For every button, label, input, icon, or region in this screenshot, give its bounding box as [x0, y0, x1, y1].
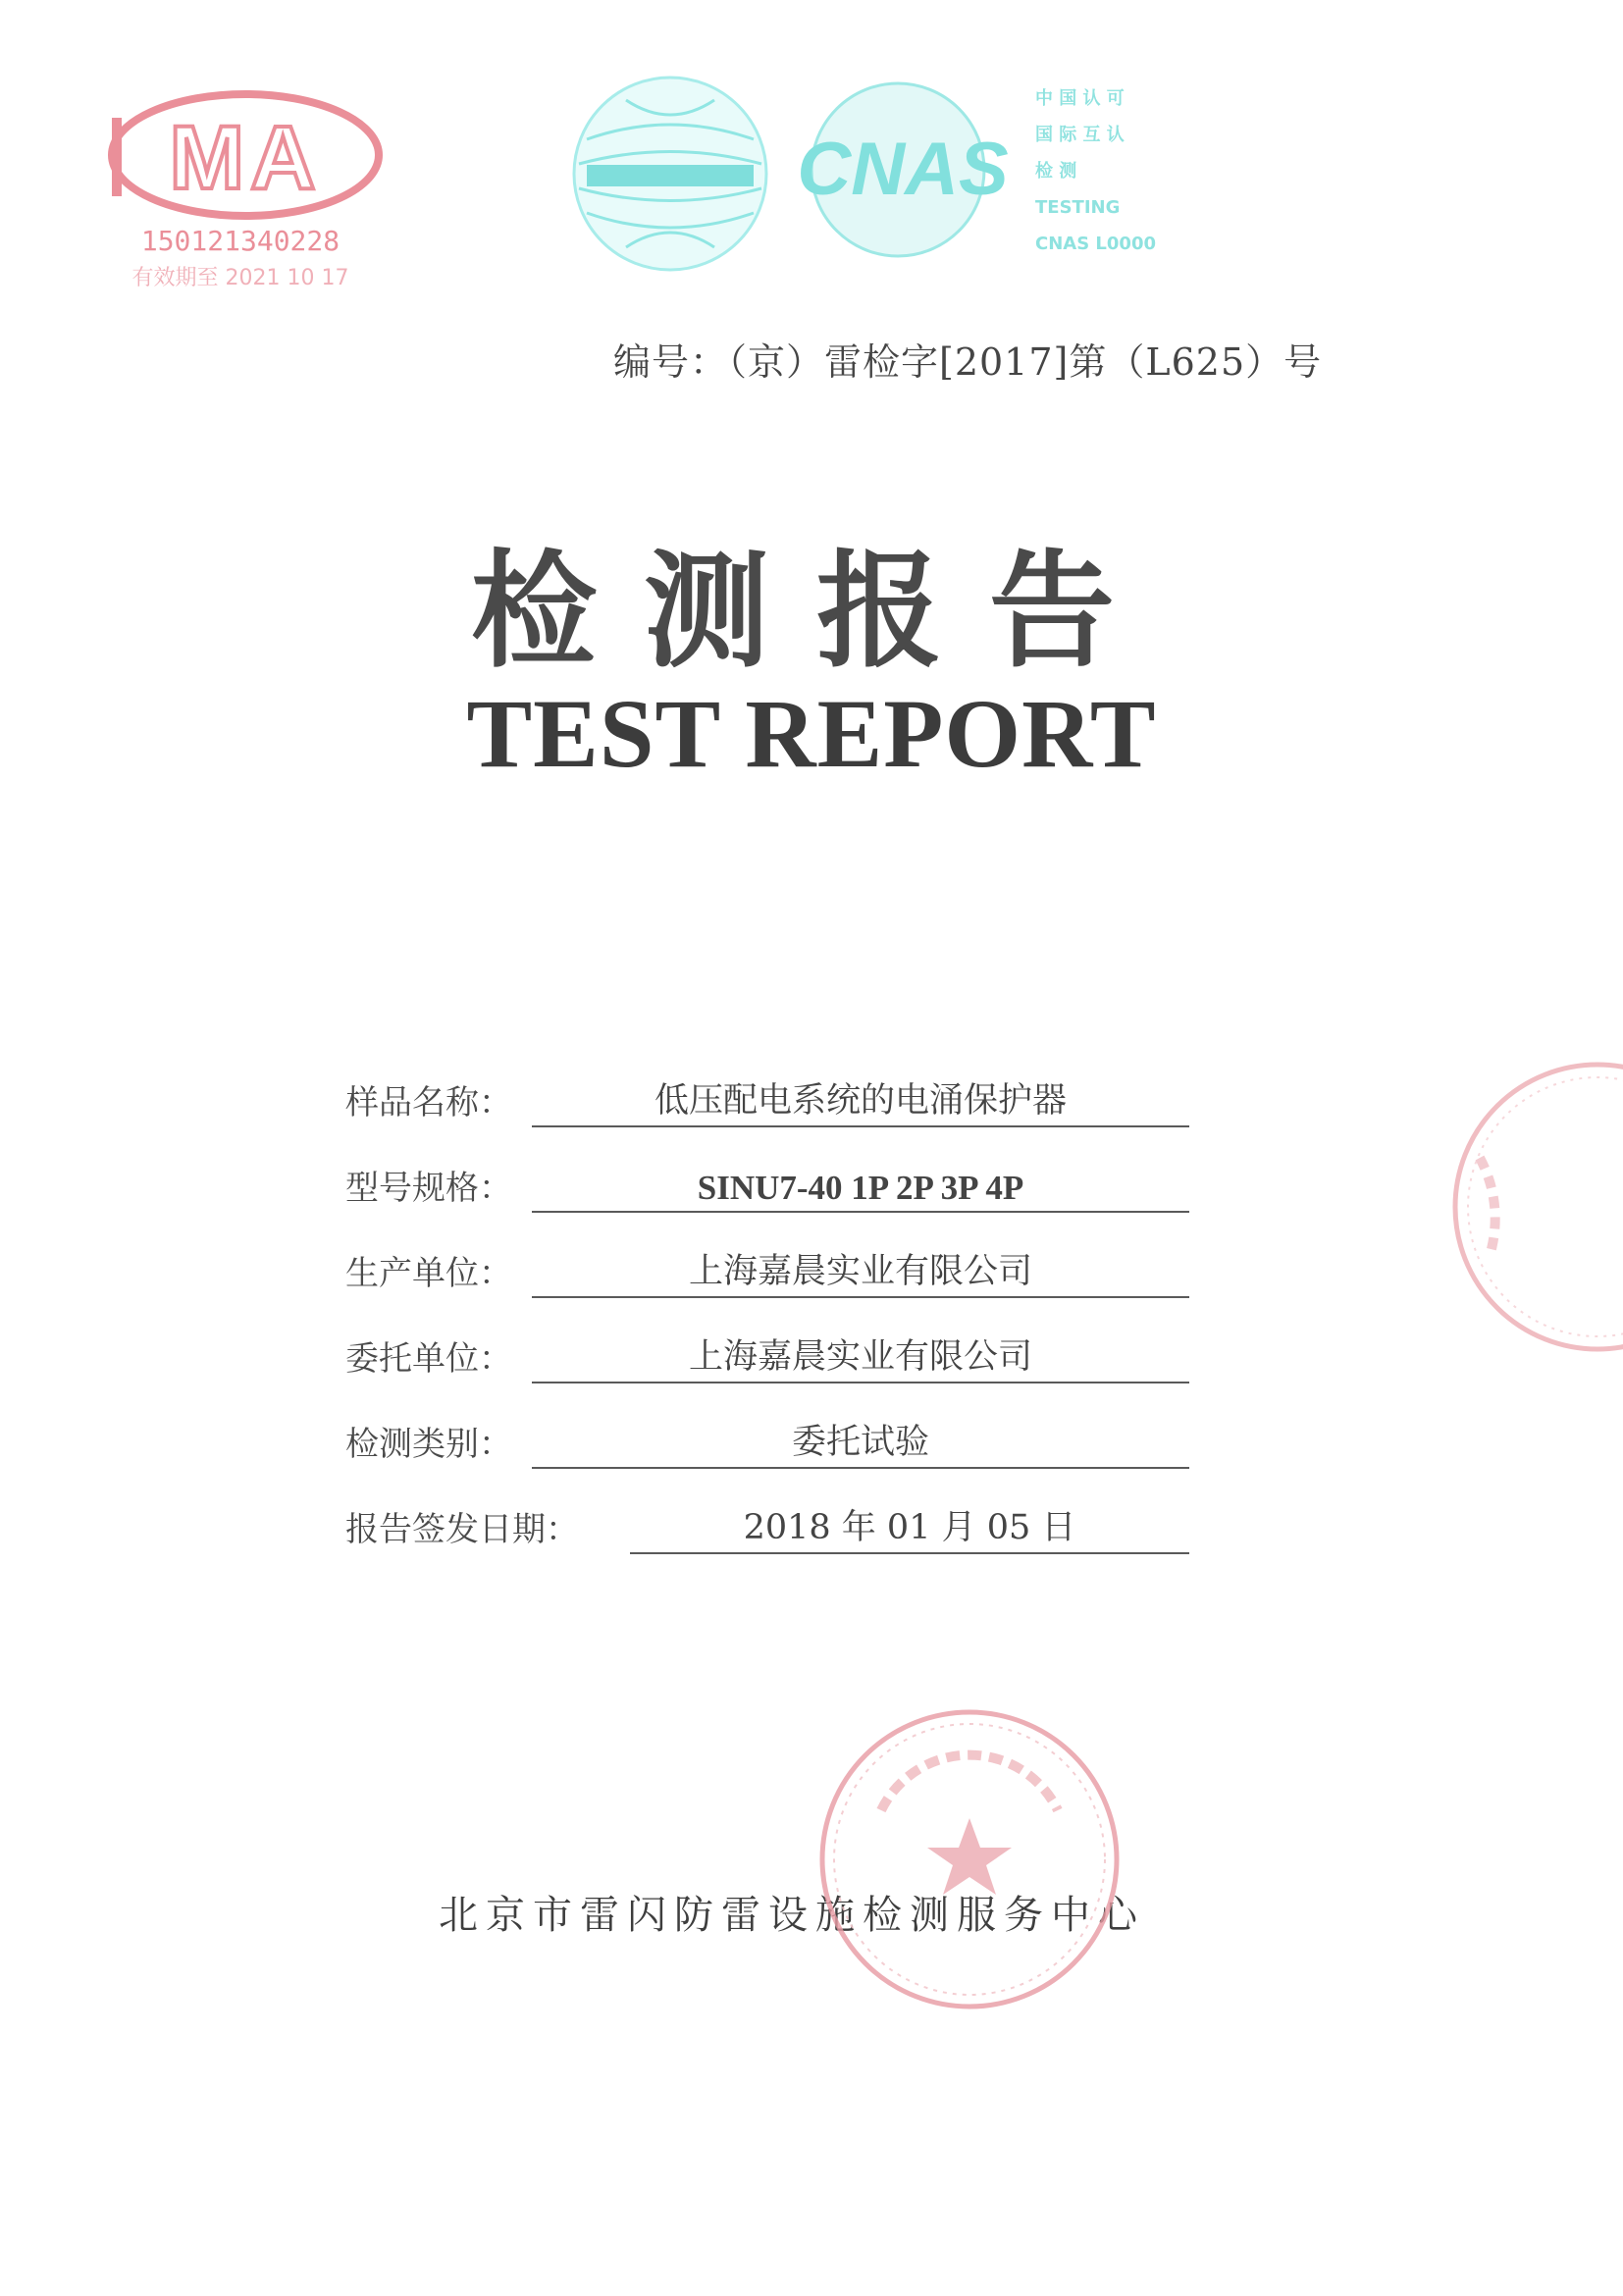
- field-value: 上海嘉晨实业有限公司: [532, 1244, 1189, 1298]
- side-seal: [1450, 1050, 1623, 1364]
- field-label: 委托单位：: [345, 1339, 512, 1379]
- cma-date-line: 有效期至 2021 10 17: [131, 266, 349, 290]
- field-value: SINU7-40 1P 2P 3P 4P: [532, 1169, 1189, 1213]
- cnas-side-line: 检 测: [1035, 161, 1077, 182]
- cnas-side-line: CNAS L0000: [1035, 234, 1157, 254]
- title-english: TEST REPORT: [466, 679, 1157, 788]
- cnas-logo: [765, 77, 1030, 263]
- cnas-side-line: TESTING: [1035, 197, 1121, 218]
- cma-number: 150121340228: [140, 225, 340, 257]
- cnas-letters: CNAS: [797, 128, 1009, 211]
- field-label: 生产单位：: [345, 1254, 512, 1293]
- field-issue-date: [345, 1487, 1189, 1572]
- field-value: 上海嘉晨实业有限公司: [532, 1330, 1189, 1383]
- field-sample-name: [345, 1060, 1189, 1145]
- title-chinese: 检测报告: [470, 538, 1162, 685]
- field-manufacturer: [345, 1230, 1189, 1316]
- field-value: 低压配电系统的电涌保护器: [532, 1073, 1189, 1127]
- field-value: 2018 年 01 月 05 日: [630, 1500, 1189, 1554]
- field-test-category: [345, 1401, 1189, 1487]
- official-seal: [812, 1702, 1126, 2016]
- cma-letters: MA: [169, 108, 322, 208]
- cma-logo: [98, 78, 383, 304]
- report-number: 编号：（京）雷检字[2017]第（L625）号: [613, 340, 1323, 384]
- field-client: [345, 1316, 1189, 1401]
- report-fields: [345, 1060, 1189, 1572]
- field-label: 样品名称：: [345, 1083, 512, 1122]
- cnas-side-text: [1035, 80, 1212, 262]
- issuing-organization: 北京市雷闪防雷设施检测服务中心: [439, 1893, 1145, 1938]
- ilac-globe-logo: [567, 71, 773, 277]
- cnas-side-line: 中 国 认 可: [1035, 88, 1125, 109]
- field-label: 报告签发日期：: [345, 1510, 579, 1549]
- field-label: 检测类别：: [345, 1425, 512, 1464]
- field-model-spec: [345, 1145, 1189, 1230]
- field-label: 型号规格：: [345, 1169, 512, 1208]
- cnas-side-line: 国 际 互 认: [1035, 125, 1125, 145]
- field-value: 委托试验: [532, 1415, 1189, 1469]
